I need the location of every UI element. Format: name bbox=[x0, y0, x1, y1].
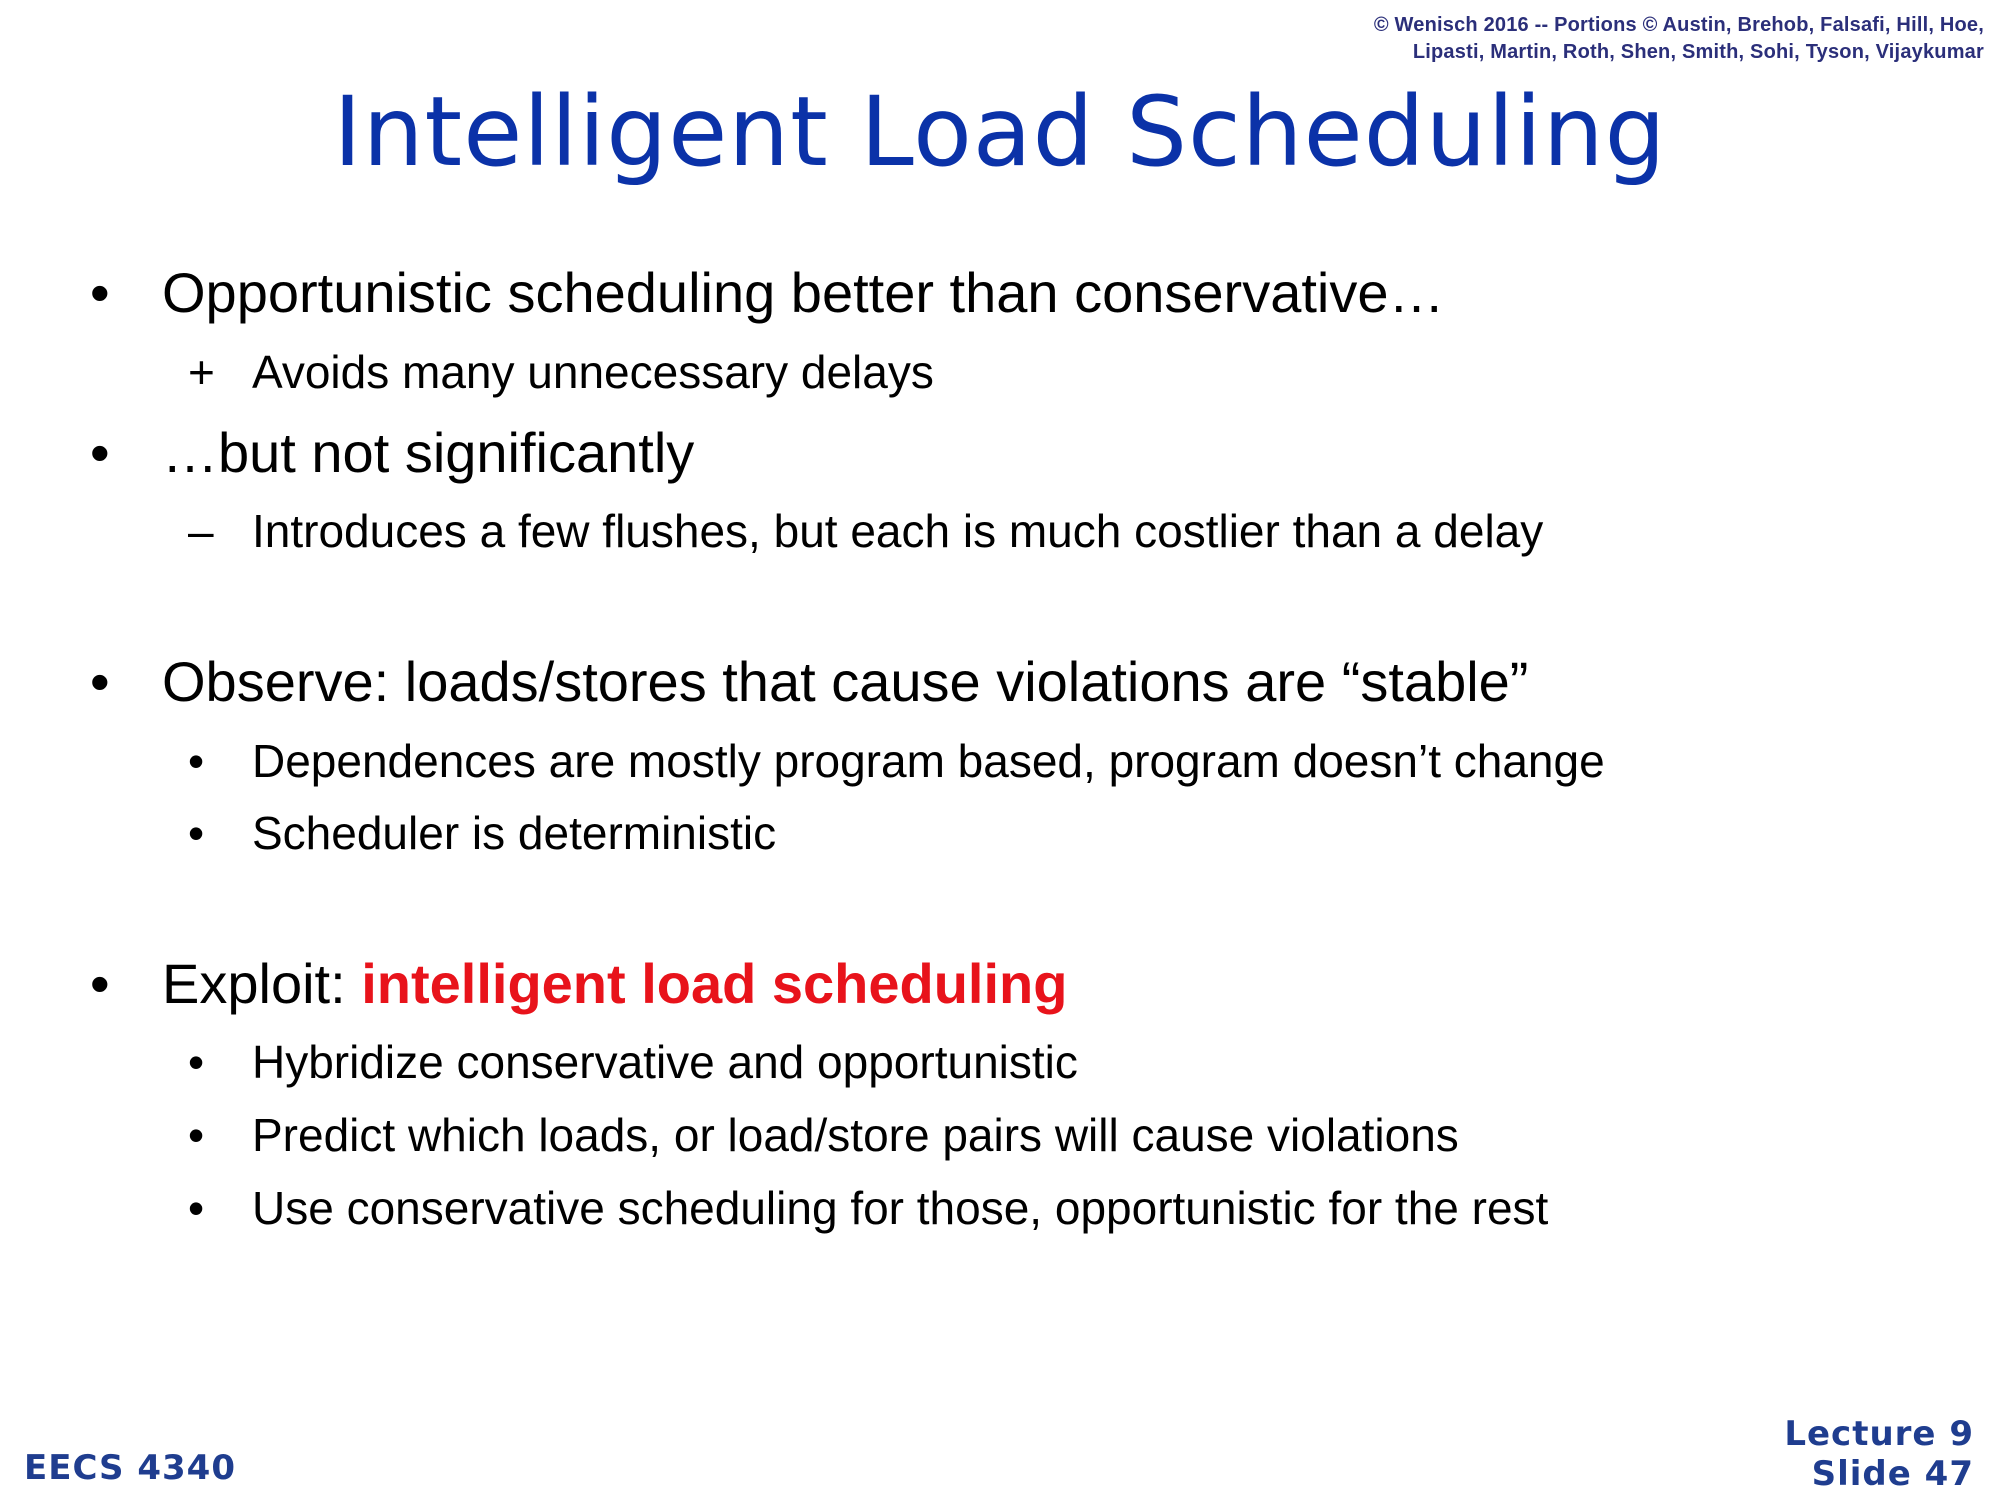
slide-title: Intelligent Load Scheduling bbox=[333, 76, 1667, 188]
bullet-text-prefix: Exploit: bbox=[162, 952, 362, 1015]
course-label: EECS 4340 bbox=[24, 1448, 236, 1488]
copyright-line-1: © Wenisch 2016 -- Portions © Austin, Brehob, Falsafi, Hill, Hoe, bbox=[1373, 14, 1984, 36]
sub-bullet-marker: • bbox=[188, 1182, 205, 1234]
bullet-marker: • bbox=[90, 261, 110, 324]
sub-bullet-text: Avoids many unnecessary delays bbox=[252, 346, 934, 398]
bullet-emphasis-text: intelligent load scheduling bbox=[361, 952, 1068, 1015]
bullet-text bbox=[162, 949, 1067, 1019]
sub-bullet-marker: – bbox=[188, 505, 214, 557]
sub-bullet-marker: • bbox=[188, 735, 205, 787]
sub-bullet-marker: • bbox=[188, 807, 205, 859]
lecture-label: Lecture 9 bbox=[1784, 1414, 1974, 1454]
bullet-text: …but not significantly bbox=[162, 421, 695, 484]
bullet-marker: • bbox=[90, 421, 110, 484]
slide-number-label: Slide 47 bbox=[1811, 1454, 1974, 1494]
sub-bullet-text: Predict which loads, or load/store pairs will cause violations bbox=[252, 1109, 1459, 1161]
bullet-text: Opportunistic scheduling better than conservative… bbox=[162, 261, 1445, 324]
sub-bullet-text: Scheduler is deterministic bbox=[252, 807, 777, 859]
bullet-text: Observe: loads/stores that cause violations are “stable” bbox=[162, 650, 1529, 713]
sub-bullet-marker: • bbox=[188, 1036, 205, 1088]
bullet-marker: • bbox=[90, 650, 110, 713]
sub-bullet-text: Dependences are mostly program based, program doesn’t change bbox=[252, 735, 1605, 787]
slide-number-block bbox=[1784, 1414, 1974, 1494]
sub-bullet-marker: + bbox=[188, 346, 215, 398]
sub-bullet-marker: • bbox=[188, 1109, 205, 1161]
sub-bullet-text: Hybridize conservative and opportunistic bbox=[252, 1036, 1078, 1088]
bullet-marker: • bbox=[90, 952, 110, 1015]
sub-bullet-text: Introduces a few flushes, but each is much costlier than a delay bbox=[252, 505, 1544, 557]
sub-bullet-text: Use conservative scheduling for those, opportunistic for the rest bbox=[252, 1182, 1549, 1234]
copyright-line-2: Lipasti, Martin, Roth, Shen, Smith, Sohi, Tyson, Vijaykumar bbox=[1412, 41, 1984, 63]
